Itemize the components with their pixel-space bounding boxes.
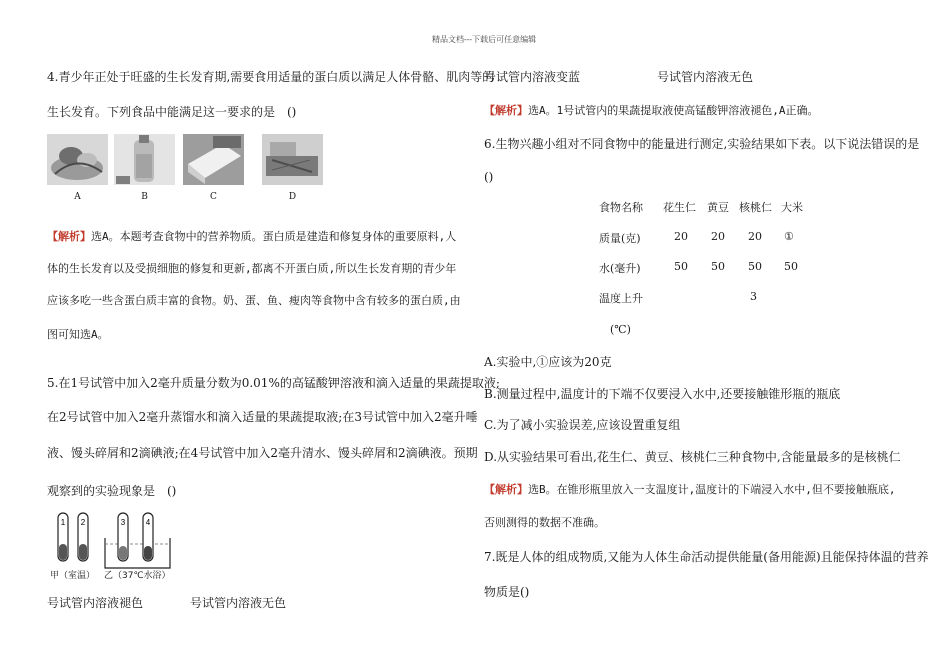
food-image-a — [47, 134, 108, 185]
table-cell: 50 — [748, 260, 762, 273]
table-cell: 20 — [674, 230, 688, 243]
table-header-walnut: 核桃仁 — [739, 201, 772, 214]
analysis-tag: 【解析】 — [47, 230, 91, 243]
tube-label-4: 4 — [145, 518, 151, 527]
q5-line4: 观察到的实验现象是 () — [47, 484, 177, 498]
figure-label-yi: 乙（37℃水浴） — [104, 571, 171, 581]
food-caption-b: B — [141, 192, 148, 202]
q6-option-a: A.实验中,①应该为20克 — [484, 355, 612, 369]
table-header-food: 食物名称 — [599, 201, 643, 214]
q6-analysis-text: 选B。在锥形瓶里放入一支温度计,温度计的下端浸入水中,但不要接触瓶底, — [528, 483, 896, 496]
q5-line3: 液、馒头碎屑和2滴碘液;在4号试管中加入2毫升清水、馒头碎屑和2滴碘液。预期 — [47, 446, 478, 460]
tube-label-1: 1 — [60, 518, 66, 527]
q7-line2: 物质是() — [484, 585, 530, 599]
q6-line2: () — [484, 170, 494, 184]
table-cell: 50 — [784, 260, 798, 273]
food-caption-a: A — [74, 192, 81, 202]
table-cell: 温度上升 — [599, 292, 643, 305]
table-cell: 3 — [750, 290, 757, 303]
table-cell: 50 — [711, 260, 725, 273]
q4-line1: 4.青少年正处于旺盛的生长发育期,需要食用适量的蛋白质以满足人体骨骼、肌肉等的 — [47, 70, 495, 84]
tube-label-3: 3 — [120, 518, 126, 527]
table-cell: 质量(克) — [599, 232, 641, 245]
q4-analysis-line4: 图可知选A。 — [47, 328, 109, 341]
q5-option-a1: 号试管内溶液褪色 — [47, 596, 144, 610]
q4-analysis-line2: 体的生长发育以及受损细胞的修复和更新,都离不开蛋白质,所以生长发育期的青少年 — [47, 262, 457, 275]
table-header-peanut: 花生仁 — [663, 201, 696, 214]
food-caption-c: C — [210, 192, 217, 202]
table-cell: ① — [784, 230, 794, 243]
analysis-tag: 【解析】 — [484, 483, 528, 496]
q4-analysis-line1 — [47, 230, 456, 244]
table-cell: 20 — [711, 230, 725, 243]
q6-line1: 6.生物兴趣小组对不同食物中的能量进行测定,实验结果如下表。以下说法错误的是 — [484, 137, 920, 151]
food-image-d — [262, 134, 323, 185]
q6-analysis-line1 — [484, 483, 896, 497]
food-caption-d: D — [288, 192, 297, 202]
q5-line2: 在2号试管中加入2毫升蒸馏水和滴入适量的果蔬提取液;在3号试管中加入2毫升唾 — [47, 410, 478, 424]
q6-analysis-line2: 否则测得的数据不准确。 — [484, 516, 605, 529]
analysis-tag: 【解析】 — [484, 104, 528, 117]
table-cell: 50 — [674, 260, 688, 273]
table-header-soybean: 黄豆 — [707, 201, 729, 214]
food-image-b — [114, 134, 175, 185]
q6-option-d: D.从实验结果可看出,花生仁、黄豆、核桃仁三种食物中,含能量最多的是核桃仁 — [484, 450, 901, 464]
q5-analysis — [484, 104, 819, 118]
table-unit: (℃) — [610, 323, 631, 336]
q5-analysis-text: 选A。1号试管内的果蔬提取液使高锰酸钾溶液褪色,A正确。 — [528, 104, 819, 117]
q7-line1: 7.既是人体的组成物质,又能为人体生命活动提供能量(备用能源)且能保持体温的营养 — [484, 550, 929, 564]
table-cell: 水(毫升) — [599, 262, 641, 275]
q5-line1: 5.在1号试管中加入2毫升质量分数为0.01%的高锰酸钾溶液和滴入适量的果蔬提取液; — [47, 376, 500, 390]
table-header-rice: 大米 — [781, 201, 803, 214]
q4-analysis-text: 选A。本题考查食物中的营养物质。蛋白质是建造和修复身体的重要原料,人 — [91, 230, 457, 243]
table-cell: 20 — [748, 230, 762, 243]
q5-option-a2: 号试管内溶液无色 — [190, 596, 287, 610]
q5-option-b1: 号试管内溶液变蓝 — [484, 70, 581, 84]
food-image-c — [183, 134, 244, 185]
page-header: 精品文档---下载后可任意编辑 — [432, 35, 537, 44]
water-bath — [105, 538, 170, 568]
q6-option-c: C.为了减小实验误差,应该设置重复组 — [484, 418, 681, 432]
q4-line2: 生长发育。下列食品中能满足这一要求的是 () — [47, 105, 297, 119]
q4-analysis-line3: 应该多吃一些含蛋白质丰富的食物。奶、蛋、鱼、瘦肉等食物中含有较多的蛋白质,由 — [47, 294, 461, 307]
q6-option-b: B.测量过程中,温度计的下端不仅要浸入水中,还要接触锥形瓶的瓶底 — [484, 387, 841, 401]
figure-label-jia: 甲（室温） — [50, 571, 96, 581]
q5-option-b2: 号试管内溶液无色 — [657, 70, 754, 84]
tube-label-2: 2 — [80, 518, 86, 527]
